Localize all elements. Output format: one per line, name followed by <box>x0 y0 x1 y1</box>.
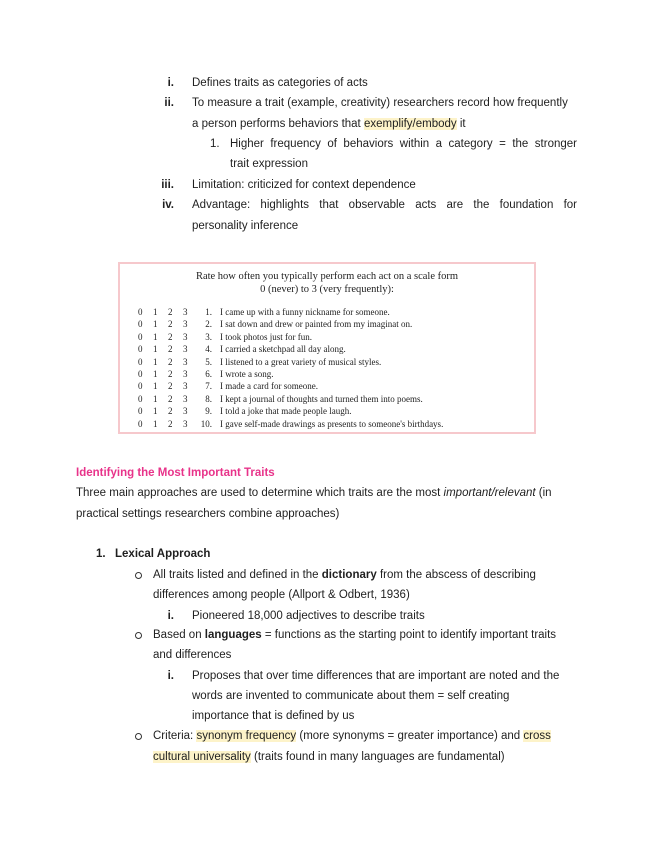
list-marker: iii. <box>161 179 174 191</box>
rating-option: 1 <box>153 418 158 429</box>
rating-option: 0 <box>138 393 143 404</box>
rating-scale <box>138 405 198 418</box>
rating-option: 3 <box>183 381 188 392</box>
survey-item-number: 3. <box>205 331 212 342</box>
list-marker: ii. <box>164 97 174 109</box>
highlight: synonym frequency <box>196 730 297 742</box>
survey-item-text: I told a joke that made people laugh. <box>220 406 352 417</box>
rating-option: 3 <box>183 369 188 379</box>
rating-scale <box>138 380 198 393</box>
rating-option: 0 <box>138 406 143 417</box>
survey-item-text: I gave self-made drawings as presents to someone's birthdays. <box>220 418 444 429</box>
survey-header-line2: 0 (never) to 3 (very frequently): <box>260 284 394 295</box>
survey-item-number: 2. <box>205 319 212 330</box>
list-text-continued: trait expression <box>230 158 308 170</box>
survey-item-number: 6. <box>205 369 212 379</box>
rating-option: 0 <box>138 369 143 379</box>
survey-item-text: I kept a journal of thoughts and turned them into poems. <box>220 393 423 404</box>
survey-item-text: I wrote a song. <box>220 369 274 379</box>
rating-option: 2 <box>168 393 173 404</box>
act-frequency-survey-image <box>118 262 536 434</box>
rating-option: 2 <box>168 331 173 342</box>
survey-item <box>120 331 534 344</box>
rating-scale <box>138 306 198 319</box>
survey-item <box>120 343 534 356</box>
section-heading: Identifying the Most Important Traits <box>76 467 275 479</box>
circle-bullet-icon <box>135 632 142 639</box>
rating-option: 3 <box>183 393 188 404</box>
list-text: Higher frequency of behaviors within a category = the stronger <box>230 138 577 150</box>
section-intro: Three main approaches are used to determine which traits are the most important/relevant (in <box>76 487 552 499</box>
survey-item-number: 10. <box>200 418 212 429</box>
rating-option: 1 <box>153 356 158 367</box>
circle-bullet-icon <box>135 733 142 740</box>
list-text: To measure a trait (example, creativity) researchers record how frequently <box>192 97 568 109</box>
rating-scale <box>138 393 198 406</box>
list-text-continued: personality inference <box>192 220 299 232</box>
rating-scale <box>138 318 198 331</box>
rating-scale <box>138 331 198 344</box>
list-text-continued: a person performs behaviors that exemplify/embody it <box>192 118 466 130</box>
survey-item-number: 4. <box>205 344 212 355</box>
lexical-bullet-2-sub-continued: importance that is defined by us <box>192 710 355 722</box>
rating-option: 0 <box>138 344 143 355</box>
rating-option: 0 <box>138 307 143 317</box>
survey-item-number: 7. <box>205 381 212 392</box>
list-marker: 1. <box>210 138 220 150</box>
rating-option: 1 <box>153 344 158 355</box>
highlight: exemplify/embody <box>363 118 457 130</box>
list-marker: iv. <box>162 199 174 211</box>
list-text: Limitation: criticized for context dependence <box>192 179 416 191</box>
lexical-bullet-2-continued: and differences <box>153 649 232 661</box>
rating-scale <box>138 418 198 431</box>
lexical-bullet-3: Criteria: synonym frequency (more synonyms = greater importance) and cross <box>153 730 551 742</box>
rating-option: 1 <box>153 307 158 317</box>
survey-item <box>120 306 534 319</box>
rating-option: 1 <box>153 393 158 404</box>
rating-option: 2 <box>168 356 173 367</box>
rating-option: 0 <box>138 356 143 367</box>
survey-item <box>120 356 534 369</box>
survey-item-number: 8. <box>205 393 212 404</box>
lexical-bullet-1-continued: differences among people (Allport & Odbert, 1936) <box>153 589 410 601</box>
survey-item <box>120 368 534 381</box>
rating-option: 3 <box>183 356 188 367</box>
list-marker: i. <box>167 77 174 89</box>
rating-option: 1 <box>153 381 158 392</box>
lexical-bullet-2-sub-continued: words are invented to communicate about them = self creating <box>192 690 510 702</box>
list-text: Defines traits as categories of acts <box>192 77 368 89</box>
survey-item-text: I sat down and drew or painted from my imaginat on. <box>220 319 413 330</box>
rating-option: 1 <box>153 331 158 342</box>
rating-option: 2 <box>168 406 173 417</box>
rating-option: 2 <box>168 418 173 429</box>
survey-item-text: I took photos just for fun. <box>220 331 312 342</box>
rating-option: 1 <box>153 369 158 379</box>
rating-scale <box>138 356 198 369</box>
rating-option: 2 <box>168 307 173 317</box>
rating-option: 1 <box>153 406 158 417</box>
survey-item <box>120 380 534 393</box>
survey-header-line1: Rate how often you typically perform each act on a scale form <box>195 271 459 282</box>
lexical-bullet-1: All traits listed and defined in the dictionary from the abscess of describing <box>153 569 536 581</box>
survey-item-text: I carried a sketchpad all day along. <box>220 344 346 355</box>
rating-scale <box>138 368 198 381</box>
lexical-bullet-2: Based on languages = functions as the starting point to identify important traits <box>153 629 557 641</box>
rating-option: 0 <box>138 331 143 342</box>
rating-option: 2 <box>168 381 173 392</box>
rating-option: 2 <box>168 319 173 330</box>
rating-option: 3 <box>183 406 188 417</box>
lexical-bullet-1-sub: Pioneered 18,000 adjectives to describe traits <box>192 610 425 622</box>
list-marker: i. <box>167 670 174 682</box>
rating-option: 3 <box>183 418 188 429</box>
lexical-bullet-3-continued: cultural universality (traits found in many languages are fundamental) <box>153 751 505 763</box>
rating-option: 0 <box>138 319 143 330</box>
rating-scale <box>138 343 198 356</box>
rating-option: 3 <box>183 319 188 330</box>
list-marker: i. <box>167 610 174 622</box>
lexical-number: 1. <box>96 548 106 560</box>
survey-item-number: 5. <box>205 356 212 367</box>
rating-option: 3 <box>183 344 188 355</box>
survey-item <box>120 393 534 406</box>
circle-bullet-icon <box>135 572 142 579</box>
rating-option: 0 <box>138 381 143 392</box>
survey-item <box>120 318 534 331</box>
rating-option: 3 <box>183 307 188 317</box>
lexical-title: Lexical Approach <box>115 548 211 560</box>
survey-item <box>120 405 534 418</box>
rating-option: 0 <box>138 418 143 429</box>
survey-item-number: 1. <box>205 307 212 317</box>
rating-option: 3 <box>183 331 188 342</box>
rating-option: 2 <box>168 344 173 355</box>
rating-option: 1 <box>153 319 158 330</box>
survey-item-text: I came up with a funny nickname for someone. <box>220 307 390 317</box>
section-intro-continued: practical settings researchers combine approaches) <box>76 508 340 520</box>
survey-item-number: 9. <box>205 406 212 417</box>
highlight: cross <box>523 730 551 742</box>
rating-option: 2 <box>168 369 173 379</box>
highlight: cultural universality <box>153 751 251 763</box>
survey-item-text: I made a card for someone. <box>220 381 318 392</box>
lexical-bullet-2-sub: Proposes that over time differences that are important are noted and the <box>192 670 560 682</box>
survey-item <box>120 418 534 431</box>
list-text: Advantage: highlights that observable acts are the foundation for <box>192 199 577 211</box>
survey-item-text: I listened to a great variety of musical styles. <box>220 356 382 367</box>
